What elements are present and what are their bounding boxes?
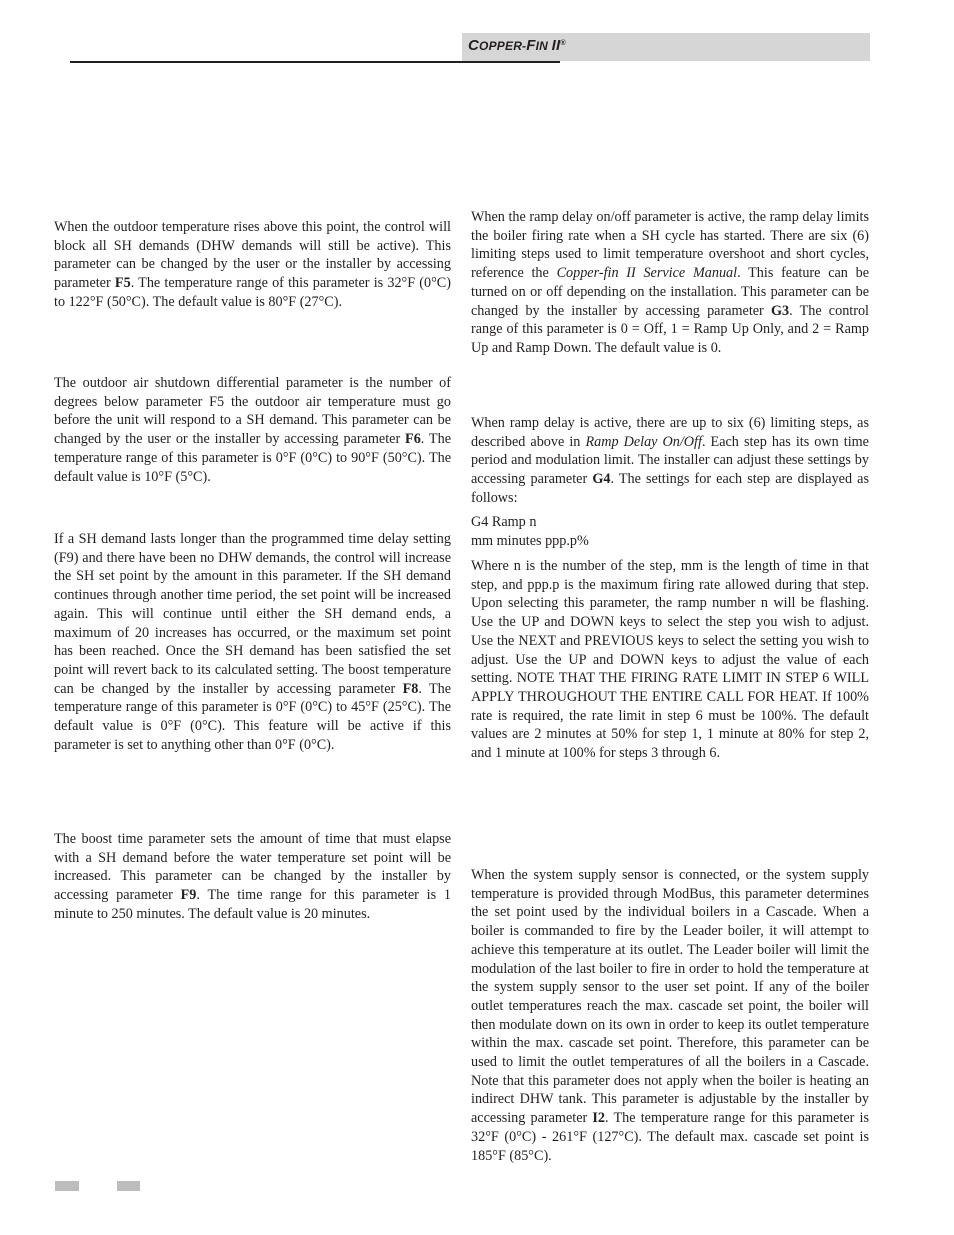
footer-tab-right (117, 1181, 140, 1191)
boost-temperature-paragraph: If a SH demand lasts longer than the programmed time delay setting (F9) and there have been no DHW demands, the control will increase the SH set point by the amount in this parameter. If the SH demand continues through another time period, the set point will be increased again. This will continue until either the SH demand ends, a maximum of 20 increases has occurred, or the maximum set point has been reached. Once the SH demand has been satisfied the set point will revert back to its calculated setting. The boost temperature can be changed by the installer by accessing parameter F8. The temperature range of this parameter is 0°F (0°C) to 45°F (25°C). The default value is 0°F (0°C). This feature will be active if this parameter is set to anything other than 0°F (0°C). (54, 531, 451, 753)
outdoor-shutdown-paragraph: When the outdoor temperature rises above this point, the control will block all SH demands (DHW demands will still be active). This parameter can be changed by the user or the installer by accessing parameter F5. The temperature range of this parameter is 32°F (0°C) to 122°F (50°C). The default value is 80°F (27°C). (54, 219, 451, 310)
header-rule (70, 61, 560, 63)
param-f8: F8 (402, 680, 419, 697)
display-format-line-1: G4 Ramp n (471, 514, 537, 530)
service-manual-reference: Copper-fin II Service Manual (556, 265, 738, 282)
param-g3: G3 (770, 302, 790, 319)
ramp-delay-reference: Ramp Delay On/Off (585, 433, 702, 450)
ramp-delay-onoff-paragraph: When the ramp delay on/off parameter is active, the ramp delay limits the boiler firing rate when a SH cycle has started. There are six (6) limiting steps used to limit temperature overshoot and short cycles, reference the Copper-fin II Service Manual. This feature can be turned on or off depending on the installation. This parameter can be changed by the installer by accessing parameter G3. The control range of this parameter is 0 = Off, 1 = Ramp Up Only, and 2 = Ramp Up and Ramp Down. The default value is 0. (471, 209, 870, 356)
brand-logo: COPPER-FIN II® (468, 37, 566, 54)
max-cascade-setpoint-paragraph: When the system supply sensor is connected, or the system supply temperature is provided through ModBus, this parameter determines the set point used by the individual boilers in a Cascade. When a boiler is commanded to fire by the Leader boiler, it will attempt to achieve this temperature at its outlet. The Leader boiler will limit the modulation of the last boiler to fire in order to hold the temperature at the system supply sensor to the user set point. If any of the boiler outlet temperatures reach the max. cascade set point, the boiler will then modulate down on its own in order to keep its outlet temperature within the max. cascade set point. Therefore, this parameter can be used to limit the outlet temperatures of all the boilers in a Cascade. Note that this parameter does not apply when the boiler is heating an indirect DHW tank. This parameter is adjustable by the installer by accessing parameter I2. The temperature range for this parameter is 32°F (0°C) - 261°F (127°C). The default max. cascade set point is 185°F (85°C). (471, 867, 869, 1164)
boost-time-paragraph: The boost time parameter sets the amount of time that must elapse with a SH demand before the water temperature set point will be increased. This parameter can be changed by the installer by accessing parameter F9. The time range for this parameter is 1 minute to 250 minutes. The default value is 20 minutes. (54, 831, 451, 922)
outdoor-differential-paragraph: The outdoor air shutdown differential parameter is the number of degrees below parameter F5 the outdoor air temperature must go before the unit will respond to a SH demand. This parameter can be changed by the user or the installer by accessing parameter F6. The temperature range of this parameter is 0°F (0°C) to 90°F (50°C). The default value is 10°F (5°C). (54, 375, 451, 485)
footer-tab-left (55, 1181, 79, 1191)
ramp-step-explanation-paragraph: Where n is the number of the step, mm is the length of time in that step, and ppp.p is the maximum firing rate allowed during that step. Upon selecting this parameter, the ramp number n will be flashing. Use the UP and DOWN keys to select the step you wish to adjust. Use the NEXT and PREVIOUS keys to select the setting you wish to adjust. Use the UP and DOWN keys to adjust the value of each setting. NOTE THAT THE FIRING RATE LIMIT IN STEP 6 WILL APPLY THROUGHOUT THE ENTIRE CALL FOR HEAT. If 100% rate is required, the rate limit in step 6 must be 100%. The default values are 2 minutes at 50% for step 1, 1 minute at 80% for step 2, and 1 minute at 100% for steps 3 through 6. (471, 558, 869, 762)
param-f5: F5 (114, 275, 131, 292)
param-g4: G4 (592, 471, 611, 488)
header-brand-bar (462, 33, 870, 61)
param-f6: F6 (405, 431, 421, 448)
ramp-delay-steps-paragraph: When ramp delay is active, there are up to six (6) limiting steps, as described above in Ramp Delay On/Off. Each step has its own time period and modulation limit. The installer can adjust these settings by accessing parameter G4. The settings for each step are displayed as follows: (471, 415, 869, 506)
display-format-line-2: mm minutes ppp.p% (471, 533, 589, 549)
param-f9: F9 (180, 887, 197, 904)
param-i2: I2 (592, 1110, 606, 1127)
